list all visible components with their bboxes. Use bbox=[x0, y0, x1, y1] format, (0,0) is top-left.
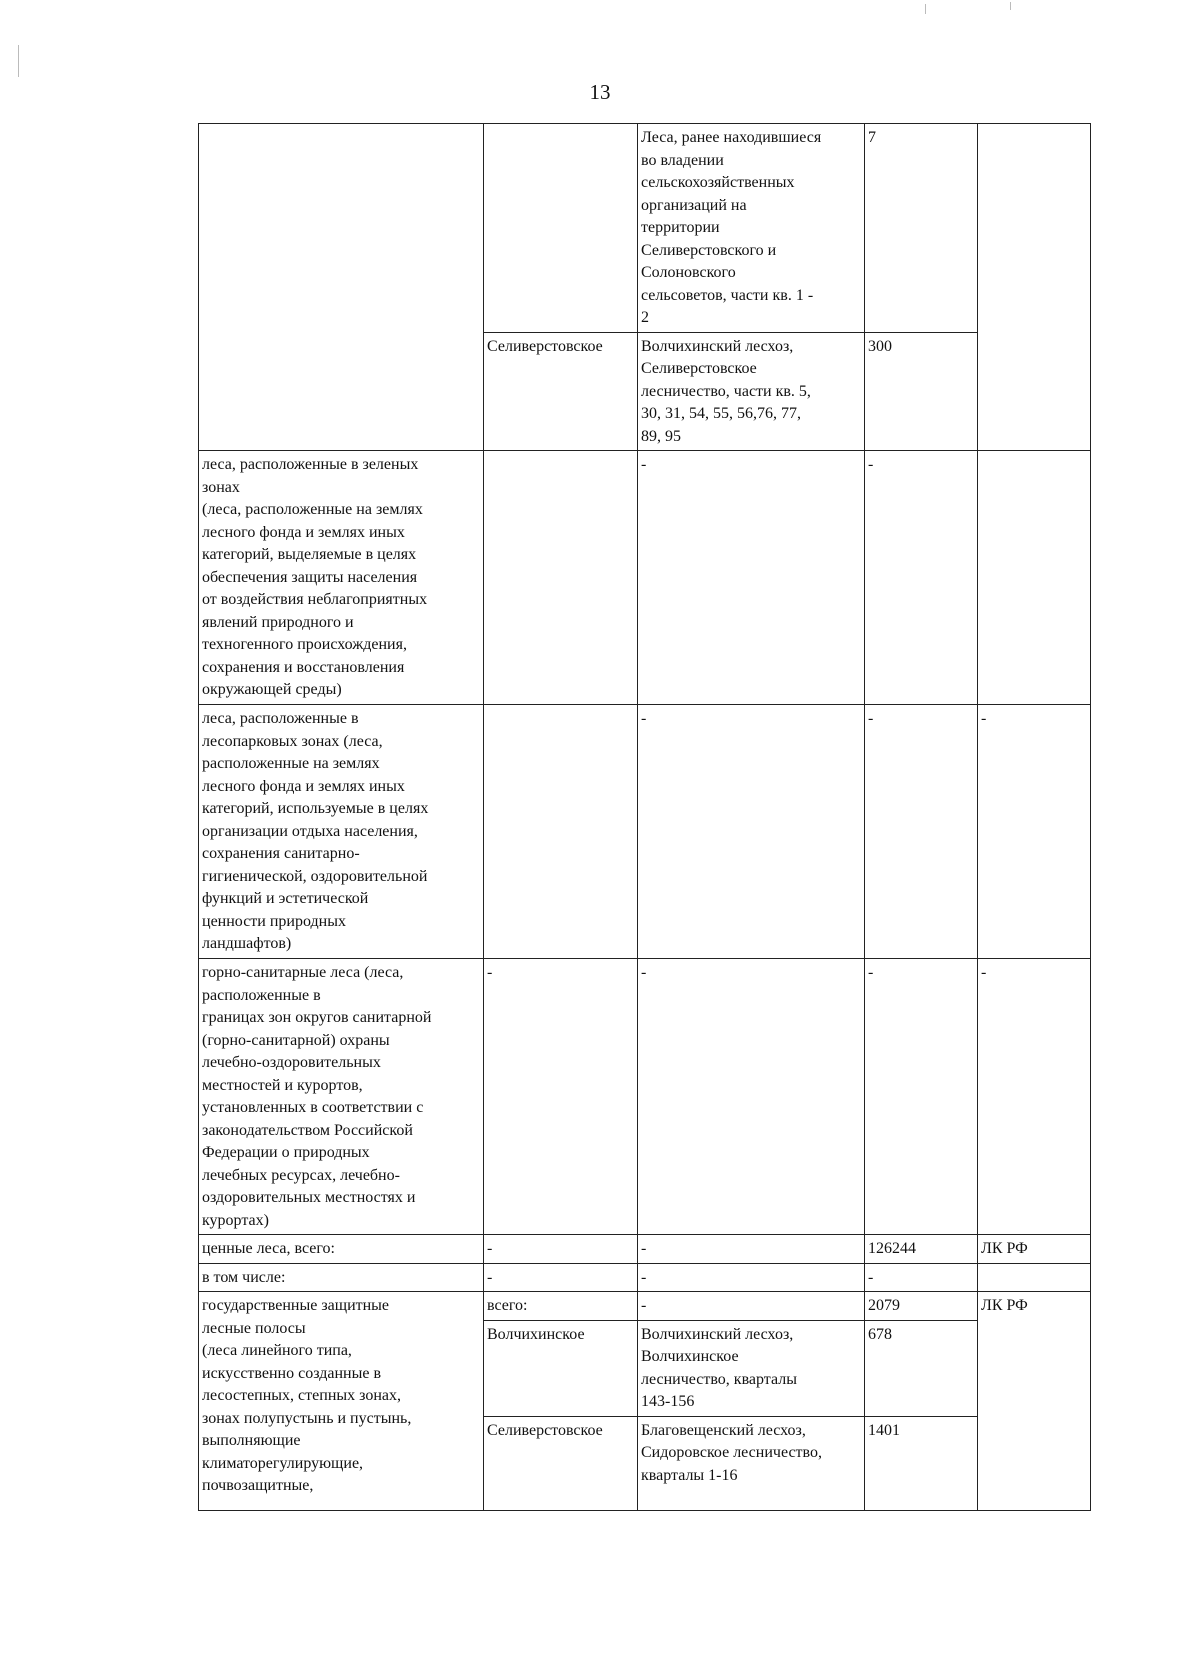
cell-area: - bbox=[865, 705, 978, 959]
forest-category-table bbox=[198, 123, 1091, 1511]
cell-category: ценные леса, всего: bbox=[199, 1235, 484, 1264]
cell-district: Селиверстовское bbox=[484, 1416, 638, 1510]
cell-area: 126244 bbox=[865, 1235, 978, 1264]
cell-basis: ЛК РФ bbox=[978, 1235, 1091, 1264]
cell-area: 1401 bbox=[865, 1416, 978, 1510]
cell-district: Волчихинское bbox=[484, 1320, 638, 1416]
cell-location: Волчихинский лесхоз, Селиверстовское лесничество, части кв. 5, 30, 31, 54, 55, 56,76, 77, 89, 95 bbox=[638, 332, 865, 451]
cell-location: Волчихинский лесхоз, Волчихинское лесничество, кварталы 143-156 bbox=[638, 1320, 865, 1416]
cell-area: - bbox=[865, 959, 978, 1235]
cell-location: - bbox=[638, 1292, 865, 1321]
cell-basis-empty bbox=[978, 124, 1091, 451]
cell-location: Леса, ранее находившиеся во владении сельскохозяйственных организаций на территории Селиверстовского и Солоновского сельсоветов, части кв. 1 - 2 bbox=[638, 124, 865, 333]
cell-location: - bbox=[638, 705, 865, 959]
cell-location: - bbox=[638, 959, 865, 1235]
cell-area: 300 bbox=[865, 332, 978, 451]
cell-district bbox=[484, 451, 638, 705]
table-row bbox=[199, 124, 1091, 333]
cell-location: - bbox=[638, 451, 865, 705]
cell-area: 678 bbox=[865, 1320, 978, 1416]
scan-mark bbox=[18, 45, 19, 77]
cell-district: - bbox=[484, 1263, 638, 1292]
cell-location: - bbox=[638, 1235, 865, 1264]
cell-category: леса, расположенные в лесопарковых зонах (леса, расположенные на землях лесного фонда и землях иных категорий, используемые в целях организации отдыха населения, сохранения санитарно- гигиенической, оздоровительной функций и эстетической ценности природных ландшафтов) bbox=[199, 705, 484, 959]
cell-category: в том числе: bbox=[199, 1263, 484, 1292]
cell-location: Благовещенский лесхоз, Сидоровское лесничество, кварталы 1-16 bbox=[638, 1416, 865, 1510]
cell-basis: - bbox=[978, 705, 1091, 959]
cell-area: - bbox=[865, 451, 978, 705]
table-row bbox=[199, 959, 1091, 1235]
cell-category: горно-санитарные леса (леса, расположенные в границах зон округов санитарной (горно-санитарной) охраны лечебно-оздоровительных местностей и курортов, установленных в соответствии с законодательством Российской Федерации о природных лечебных ресурсах, лечебно- оздоровительных местностях и курортах) bbox=[199, 959, 484, 1235]
cell-category: леса, расположенные в зеленых зонах (леса, расположенные на землях лесного фонда и землях иных категорий, выделяемые в целях обеспечения защиты населения от воздействия неблагоприятных явлений природного и техногенного происхождения, сохранения и восстановления окружающей среды) bbox=[199, 451, 484, 705]
table-row bbox=[199, 1263, 1091, 1292]
cell-basis bbox=[978, 1263, 1091, 1292]
cell-area: 7 bbox=[865, 124, 978, 333]
table-row bbox=[199, 1292, 1091, 1321]
cell-basis: ЛК РФ bbox=[978, 1292, 1091, 1511]
cell-category: государственные защитные лесные полосы (леса линейного типа, искусственно созданные в лесостепных, степных зонах, зонах полупустынь и пустынь, выполняющие климаторегулирующие, почвозащитные, bbox=[199, 1292, 484, 1511]
cell-district: - bbox=[484, 1235, 638, 1264]
cell-district: всего: bbox=[484, 1292, 638, 1321]
page-number: 13 bbox=[589, 80, 611, 104]
cell-category-empty bbox=[199, 124, 484, 451]
cell-district: - bbox=[484, 959, 638, 1235]
scan-mark bbox=[1010, 2, 1011, 10]
table-row bbox=[199, 451, 1091, 705]
scan-mark bbox=[925, 4, 926, 14]
cell-basis: - bbox=[978, 959, 1091, 1235]
table-row bbox=[199, 1235, 1091, 1264]
cell-area: 2079 bbox=[865, 1292, 978, 1321]
cell-area: - bbox=[865, 1263, 978, 1292]
cell-district-empty bbox=[484, 124, 638, 333]
cell-district: Селиверстовское bbox=[484, 332, 638, 451]
cell-location: - bbox=[638, 1263, 865, 1292]
table-row bbox=[199, 705, 1091, 959]
cell-basis bbox=[978, 451, 1091, 705]
cell-district bbox=[484, 705, 638, 959]
